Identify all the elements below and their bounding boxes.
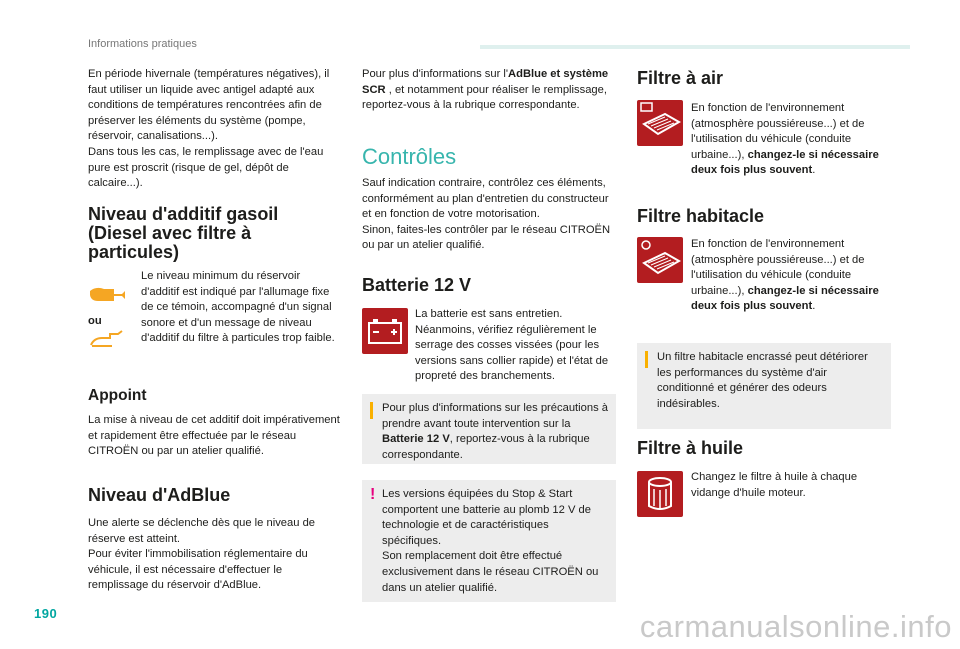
controles-text: Sauf indication contraire, contrôlez ces éléments, conformément au plan d'entretien du constructeur et en fonction de votre motorisation. <box>362 177 609 221</box>
section-header: Informations pratiques <box>88 38 197 50</box>
antifreeze-text: En période hivernale (températures négatives), il faut utiliser un liquide avec antigel adapté aux conditions de températures rencontrées afin de préserver les éléments du système (pompe, réservoir, canalisations...). <box>88 68 330 143</box>
left-intro <box>88 67 340 192</box>
filtre-huile-text: Changez le filtre à huile à chaque vidange d'huile moteur. <box>691 471 858 499</box>
air-filter-icon <box>637 100 683 146</box>
info-marker <box>370 402 373 419</box>
adblue-info-text: Pour plus d'informations sur l'AdBlue et système SCR , et notamment pour réaliser le remplissage, reportez-vous à la rubrique correspondante. <box>362 68 609 112</box>
adblue-title: Niveau d'AdBlue <box>88 485 231 505</box>
filtre-air-text: En fonction de l'environnement (atmosphère poussiéreuse...) et de l'utilisation du véhicule (conduite urbaine...), changez-le si nécessaire deux fois plus souvent. <box>691 102 879 177</box>
adblue-text-2: Pour éviter l'immobilisation réglementaire du véhicule, il est nécessaire d'effectuer le remplissage du réservoir d'AdBlue. <box>88 548 308 592</box>
niveau-additif-title: Niveau d'additif gasoil (Diesel avec filtre à particules) <box>88 204 279 262</box>
batterie-title: Batterie 12 V <box>362 275 472 295</box>
additive-outline-icon <box>88 330 128 350</box>
batterie-text: La batterie est sans entretien. Néanmoins, vérifiez régulièrement le serrage des cosses vissées (pour les versions sans collier rapide) et l'état de propreté des branchements. <box>415 308 609 383</box>
adblue-section <box>88 516 340 594</box>
page-number: 190 <box>34 606 58 621</box>
cabin-filter-icon <box>637 237 683 283</box>
ou-label: ou <box>88 315 102 327</box>
battery-info-note <box>362 394 616 464</box>
controles-text-2: Sinon, faites-les contrôler par le réseau CITROËN ou par un atelier qualifié. <box>362 223 611 252</box>
watermark: carmanualsonline.info <box>639 609 952 644</box>
header-rule <box>480 45 910 49</box>
filtre-habitacle-text: En fonction de l'environnement (atmosphère poussiéreuse...) et de l'utilisation du véhicule (conduite urbaine...), changez-le si nécessaire deux fois plus souvent. <box>691 238 879 313</box>
additive-warning-icon <box>88 285 128 305</box>
appoint-text: La mise à niveau de cet additif doit impérativement et rapidement être effectuée par le réseau CITROËN ou par un atelier qualifié. <box>88 414 340 458</box>
cabin-filter-note-text: Un filtre habitacle encrassé peut détériorer les performances du système d'air conditionné et générer des odeurs indésirables. <box>657 351 868 410</box>
cabin-filter-note <box>637 343 891 429</box>
filtre-air-title: Filtre à air <box>637 68 724 88</box>
info-marker <box>645 351 648 368</box>
stop-start-warning-note <box>362 480 616 602</box>
water-warning-text: Dans tous les cas, le remplissage avec de l'eau pure est proscrit (risque de gel, dépôt de calcaire...). <box>88 145 324 190</box>
oil-filter-icon <box>637 471 683 517</box>
filtre-habitacle-title: Filtre habitacle <box>637 206 765 226</box>
warning-exclamation-icon: ! <box>370 486 376 503</box>
filtre-huile-title: Filtre à huile <box>637 438 744 458</box>
controles-section <box>362 176 614 254</box>
controles-title: Contrôles <box>362 144 457 169</box>
stop-start-text: Les versions équipées du Stop & Start comportent une batterie au plomb 12 V de technologie et de caractéristiques spécifiques. Son remplacement doit être effectué exclusivement dans le réseau CITROËN ou dans un atelier qualifié. <box>382 488 599 594</box>
niveau-additif-text: Le niveau minimum du réservoir d'additif est indiqué par l'allumage fixe de ce témoin, accompagné d'un signal sonore et d'un message de niveau d'additif du filtre à particules trop faible. <box>141 270 335 345</box>
battery-info-text: Pour plus d'informations sur les précautions à prendre avant toute intervention sur la Batterie 12 V, reportez-vous à la rubrique correspondante. <box>382 402 609 461</box>
battery-icon <box>362 308 408 354</box>
appoint-title: Appoint <box>88 387 147 404</box>
adblue-text: Une alerte se déclenche dès que le niveau de réserve est atteint. <box>88 517 316 545</box>
